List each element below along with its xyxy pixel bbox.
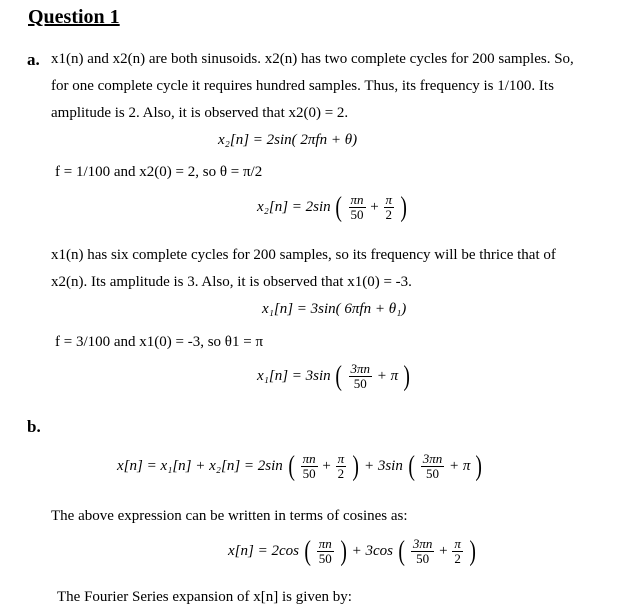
eq5-frac1-num: πn: [302, 451, 316, 466]
part-a-para2-line1: x1(n) has six complete cycles for 200 samples, so its frequency will be thrice that of: [51, 247, 556, 263]
part-a-para1-line2: for one complete cycle it requires hundred samples. Thus, its frequency is 1/100. Its: [51, 78, 554, 94]
equation-x-sum: x[n] = x₁[n] + x₂[n] = 2sin ( $\frac{\pi n}{50}$ + $\frac{\pi}{2}$ ) + 3sin ( $\frac{3\pi n}{50}$ + π ): [117, 450, 483, 482]
eq4-tail: + π: [376, 368, 399, 384]
eq6-frac3-den: 2: [454, 551, 461, 566]
condition-x2: f = 1/100 and x2(0) = 2, so θ = π/2: [55, 164, 263, 180]
eq4-lhs: x₁[n] = 3sin: [257, 368, 331, 384]
question-title: Question 1: [28, 6, 120, 28]
equation-x1-specific: x₁[n] = 3sin ( $\frac{3\pi n}{50}$ + π ): [257, 360, 410, 392]
eq5-plus: +: [322, 458, 331, 474]
part-b-text2: The Fourier Series expansion of x[n] is given by:: [57, 589, 352, 605]
eq2-frac2-den: 2: [385, 207, 392, 222]
eq5-frac1-den: 50: [302, 466, 316, 481]
part-b-text1: The above expression can be written in terms of cosines as:: [51, 508, 408, 524]
eq4-frac-den: 50: [353, 376, 367, 391]
eq2-frac2-num: π: [385, 192, 393, 207]
eq5-mid: + 3sin: [363, 458, 403, 474]
eq2-frac1-num: πn: [350, 192, 364, 207]
eq4-frac-num: 3πn: [350, 361, 371, 376]
part-b-label: b.: [27, 417, 41, 436]
part-a-para2-line2: x2(n). Its amplitude is 3. Also, it is observed that x1(0) = -3.: [51, 274, 412, 290]
eq6-mid: + 3cos: [351, 543, 393, 559]
eq6-frac2-num: 3πn: [412, 536, 433, 551]
equation-x2-specific: x₂[n] = 2sin ( $\frac{\pi n}{50}$ + $\frac{\pi}{2}$ ): [257, 191, 407, 223]
part-a-label: a.: [27, 50, 40, 69]
eq5-tail: + π: [448, 458, 471, 474]
eq5-frac3-num: 3πn: [422, 451, 443, 466]
equation-x-cosines: x[n] = 2cos ( $\frac{\pi n}{50}$ ) + 3cos ( $\frac{3\pi n}{50}$ + $\frac{\pi}{2}$ ): [228, 535, 476, 567]
part-a-para1-line3: amplitude is 2. Also, it is observed that x2(0) = 2.: [51, 105, 349, 121]
eq6-frac1-den: 50: [318, 551, 332, 566]
equation-x1-general: x₁[n] = 3sin( 6πfn + θ₁): [262, 301, 407, 317]
condition-x1: f = 3/100 and x1(0) = -3, so θ1 = π: [55, 334, 264, 350]
eq5-frac2-num: π: [337, 451, 345, 466]
eq2-plus: +: [370, 199, 379, 215]
eq2-frac1-den: 50: [350, 207, 364, 222]
eq5-lhs: x[n] = x₁[n] + x₂[n] = 2sin: [117, 458, 283, 474]
eq5-frac3-den: 50: [425, 466, 439, 481]
eq6-lhs: x[n] = 2cos: [228, 543, 299, 559]
eq2-lhs: x₂[n] = 2sin: [257, 199, 331, 215]
eq5-frac2-den: 2: [337, 466, 345, 481]
part-a-para1-line1: x1(n) and x2(n) are both sinusoids. x2(n) has two complete cycles for 200 samples. So,: [51, 51, 574, 67]
eq6-plus: +: [439, 543, 448, 559]
eq6-frac1-num: πn: [318, 536, 332, 551]
eq6-frac3-num: π: [454, 536, 461, 551]
eq6-frac2-den: 50: [416, 551, 430, 566]
equation-x2-general: x₂[n] = 2sin( 2πfn + θ): [218, 132, 358, 148]
